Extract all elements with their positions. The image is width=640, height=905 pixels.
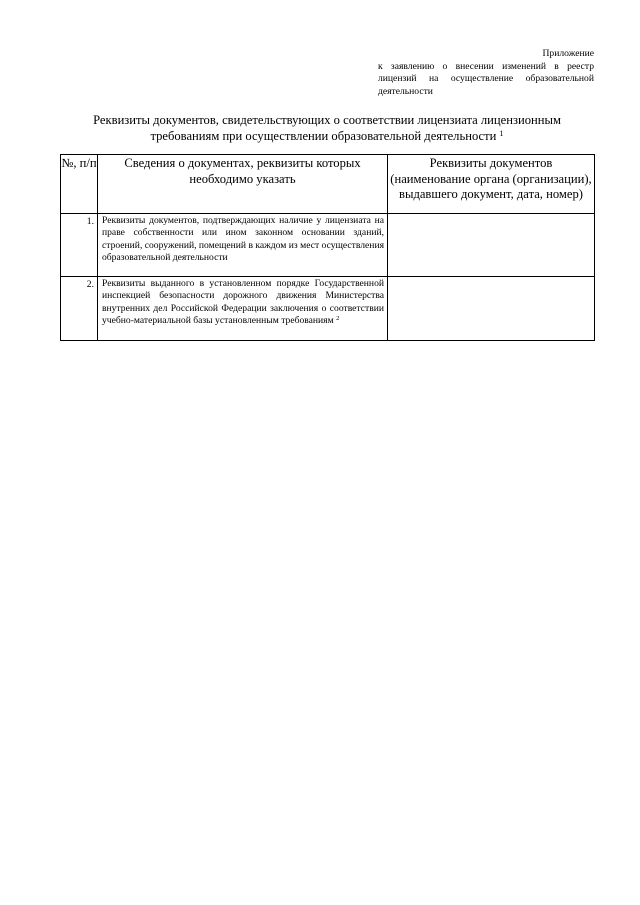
table-row <box>61 277 595 341</box>
header-documents: Сведения о документах, реквизиты которых необходимо указать <box>98 155 388 214</box>
row-number: 2. <box>61 277 98 341</box>
title-footnote-marker: 1 <box>499 129 504 138</box>
header-number: №, п/п <box>61 155 98 214</box>
table-row <box>61 214 595 277</box>
title-line-2: требованиям при осуществлении образовательной деятельности <box>150 129 497 143</box>
title-line-1: Реквизиты документов, свидетельствующих о соответствии лицензиата лицензионным <box>93 113 561 127</box>
row-requisites-field[interactable] <box>388 277 595 341</box>
requisites-table <box>60 154 595 341</box>
appendix-line-1: Приложение <box>542 48 594 59</box>
header-requisites: Реквизиты документов (наименование органа (организации), выдавшего документ, дата, номер) <box>388 155 595 214</box>
table-header-row <box>61 155 595 214</box>
row-number: 1. <box>61 214 98 277</box>
row-document-text: Реквизиты документов, подтверждающих наличие у лицензиата на праве собственности или ином законном основании зданий, строений, сооружений, помещений в каждом из мест осуществления образовательной деятельности <box>102 215 384 264</box>
row-document-info <box>98 277 388 341</box>
row-document-text: Реквизиты выданного в установленном порядке Государственной инспекцией безопасности дорожного движения Министерства внутренних дел Российской Федерации заключения о соответствии учебно-материальной базы установленным требованиям <box>102 278 384 327</box>
appendix-line-4: деятельности <box>378 85 433 97</box>
appendix-line-2: к заявлению о внесении изменений в реестр <box>378 60 594 72</box>
appendix-note <box>378 48 594 98</box>
appendix-line-3: лицензий на осуществление образовательной <box>378 73 594 84</box>
row-footnote-marker: 2 <box>336 315 340 323</box>
row-requisites-field[interactable] <box>388 214 595 277</box>
document-title <box>60 112 594 144</box>
row-document-info <box>98 214 388 277</box>
